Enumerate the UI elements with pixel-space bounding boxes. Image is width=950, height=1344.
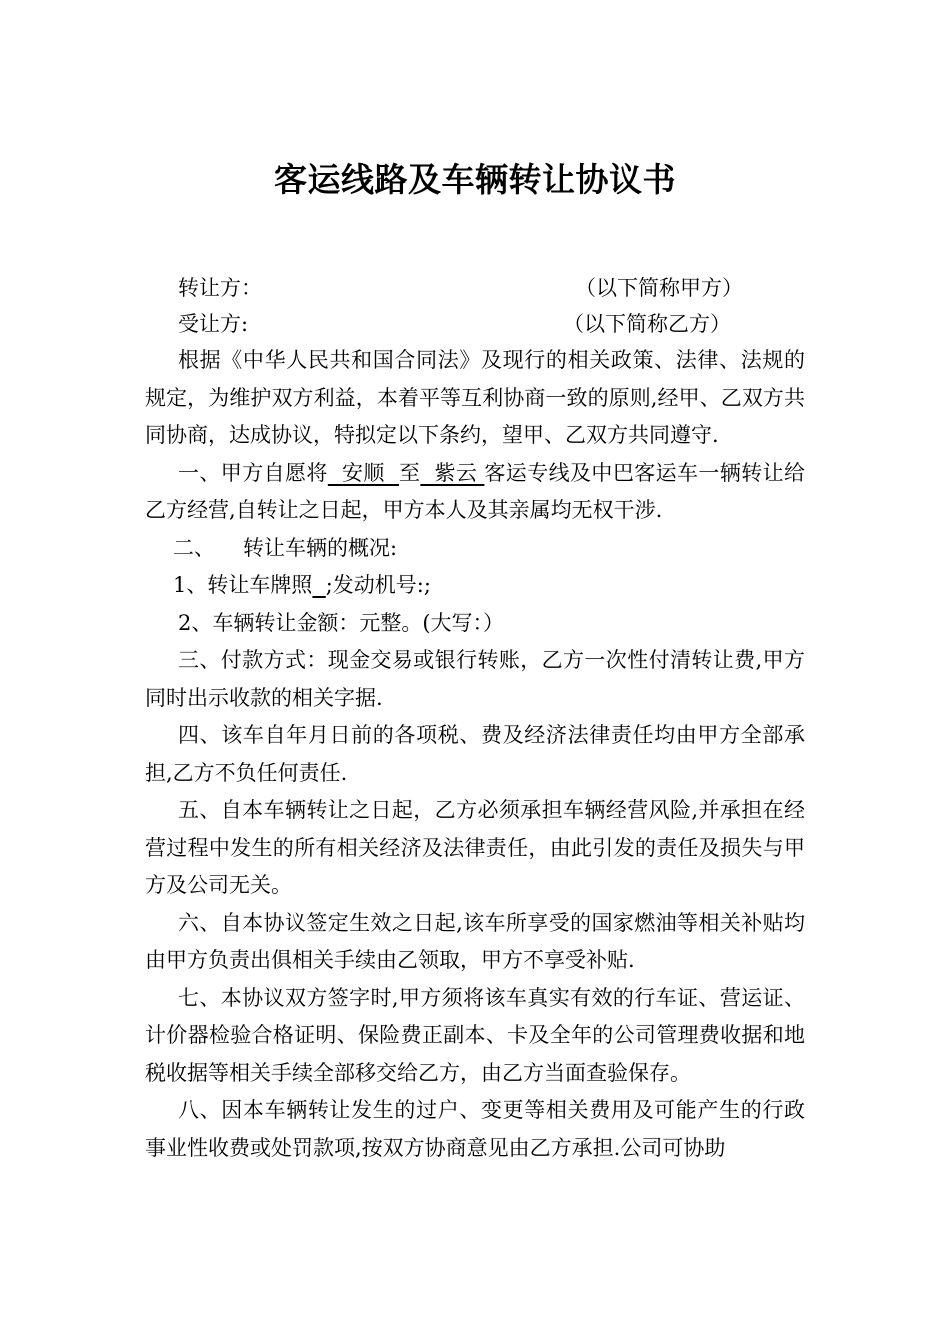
transferee-label: 受让方: xyxy=(178,312,249,336)
item-1-text-a: 1、转让车牌照 xyxy=(173,573,313,597)
item-1-text-b: ;发动机号:; xyxy=(325,573,431,597)
document-title: 客运线路及车辆转让协议书 xyxy=(274,160,676,199)
clause-6: 六、自本协议签定生效之日起,该车所享受的国家燃油等相关补贴均由甲方负责出俱相关手续由乙领取，甲方不享受补贴. xyxy=(145,910,805,972)
clause-4: 四、该车自年月日前的各项税、费及经济法律责任均由甲方全部承担,乙方不负任何责任. xyxy=(145,723,805,785)
transferor-note: （以下简称甲方） xyxy=(575,276,743,300)
transferee-note: （以下简称乙方） xyxy=(563,312,731,336)
clause-2-title: 转让车辆的概况: xyxy=(243,535,398,560)
clause-3: 三、付款方式：现金交易或银行转账，乙方一次性付清转让费,甲方同时出示收款的相关字据. xyxy=(145,648,805,710)
clause-1-text-a: 一、甲方自愿将 xyxy=(178,460,328,485)
transferor-label: 转让方： xyxy=(178,276,262,300)
route-destination: 紫云 xyxy=(420,460,485,485)
agreement-body xyxy=(145,342,805,1167)
item-2: 2、车辆转让金额：元整。(大写：） xyxy=(178,610,505,635)
clause-1-text-b: 至 xyxy=(398,460,421,485)
clause-7: 七、本协议双方签字时,甲方须将该车真实有效的行车证、营运证、计价器检验合格证明、保险费正副本、卡及全年的公司管理费收据和地税收据等相关手续全部移交给乙方，由乙方当面查验保存。 xyxy=(145,985,805,1085)
preamble-paragraph: 根据《中华人民共和国合同法》及现行的相关政策、法律、法规的规定，为维护双方利益，本着平等互利协商一致的原则,经甲、乙双方共同协商，达成协议，特拟定以下条约，望甲、乙双方共同遵守. xyxy=(145,348,805,447)
clause-1 xyxy=(145,455,805,530)
clause-2-number: 二、 xyxy=(173,535,215,560)
item-1 xyxy=(145,567,805,605)
clause-5: 五、自本车辆转让之日起，乙方必须承担车辆经营风险,并承担在经营过程中发生的所有相关经济及法律责任，由此引发的责任及损失与甲方及公司无关。 xyxy=(145,798,805,897)
route-origin: 安顺 xyxy=(327,460,399,485)
clause-8: 八、因本车辆转让发生的过户、变更等相关费用及可能产生的行政事业性收费或处罚款项,按双方协商意见由乙方承担.公司可协助 xyxy=(145,1098,805,1160)
transferee-row xyxy=(145,306,805,342)
plate-blank xyxy=(312,573,325,597)
clause-1-text-c: 客运专线及中巴客运车一辆转让给乙方经营,自转让之日起，甲方本人及其亲属均无权干涉. xyxy=(145,460,806,522)
transferor-row xyxy=(145,270,805,306)
parties-block xyxy=(145,270,805,342)
clause-2 xyxy=(145,530,805,568)
